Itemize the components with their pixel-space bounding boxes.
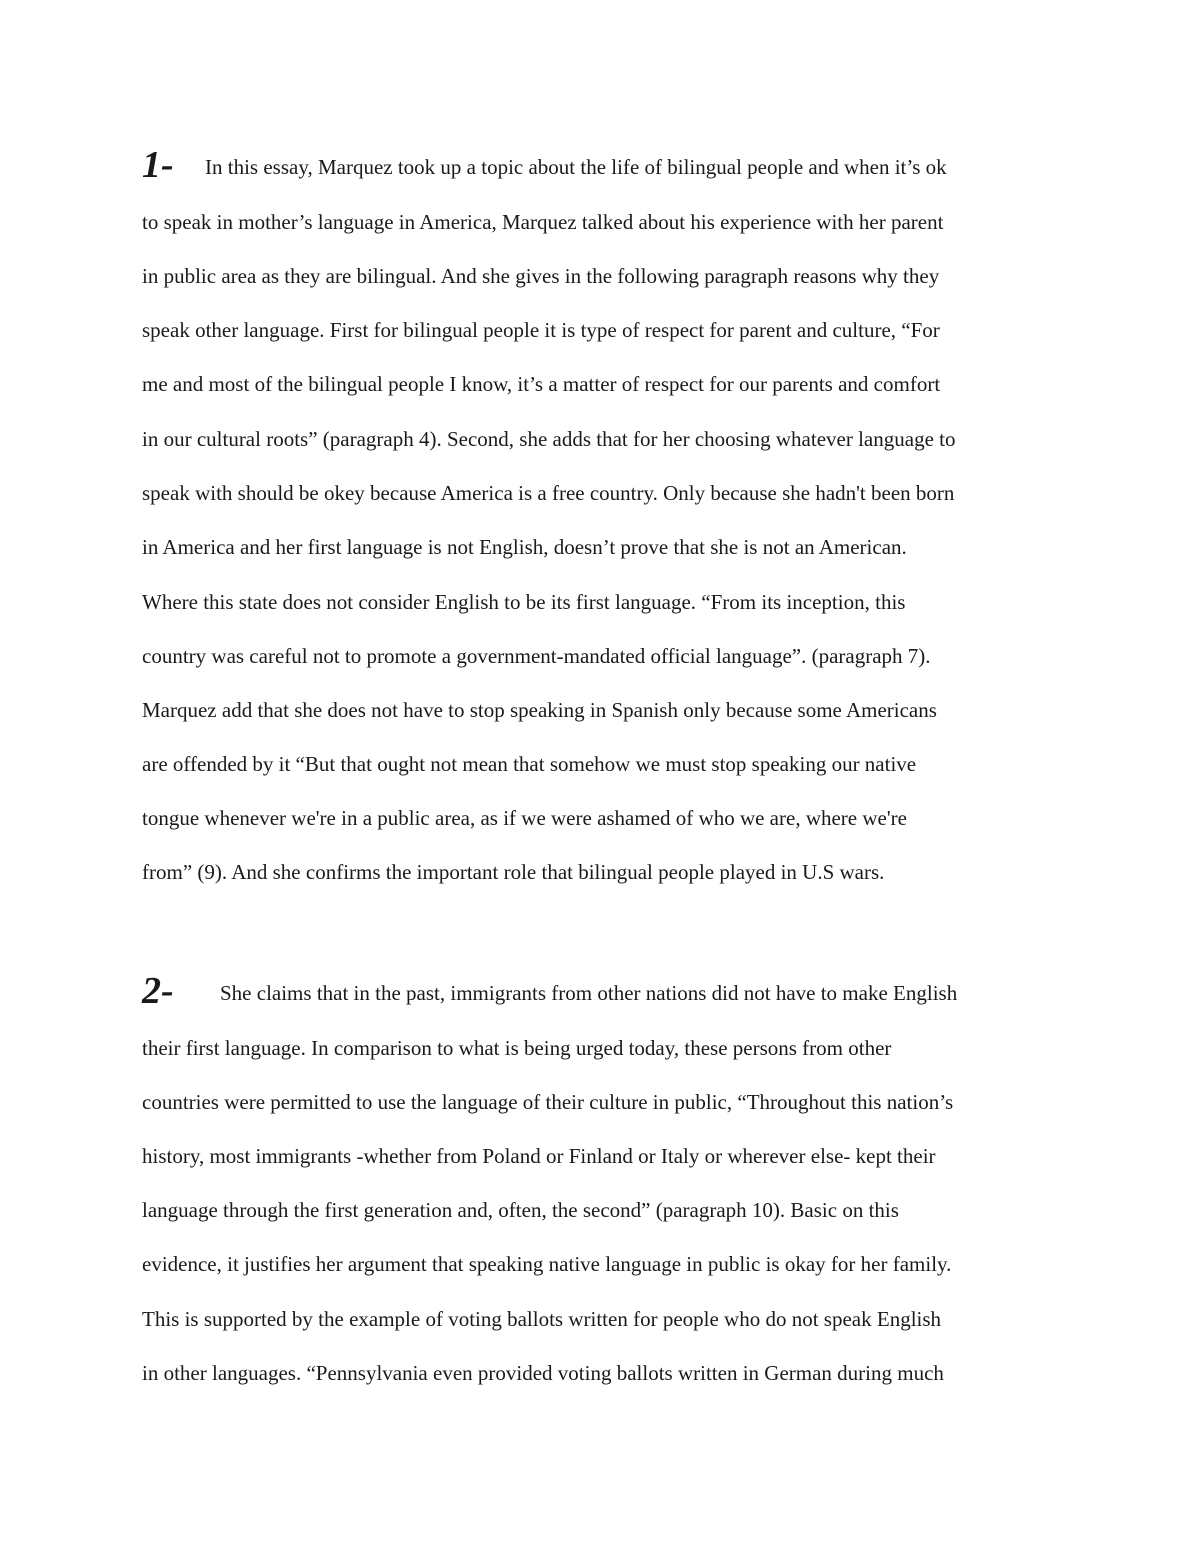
text-line: Marquez add that she does not have to stop speaking in Spanish only because some Americans — [142, 698, 937, 722]
text-line: countries were permitted to use the language of their culture in public, “Throughout this nation’s — [142, 1090, 954, 1114]
text-line: tongue whenever we're in a public area, as if we were ashamed of who we are, where we're — [142, 806, 907, 830]
text-line: from” (9). And she confirms the important role that bilingual people played in U.S wars. — [142, 860, 885, 884]
text-line: in other languages. “Pennsylvania even provided voting ballots written in German during much — [142, 1361, 944, 1385]
text-line: speak other language. First for bilingual people it is type of respect for parent and culture, “For — [142, 318, 940, 342]
text-line: in our cultural roots” (paragraph 4). Second, she adds that for her choosing whatever language to — [142, 427, 956, 451]
text-line: Where this state does not consider English to be its first language. “From its inception, this — [142, 590, 906, 614]
text-line: evidence, it justifies her argument that speaking native language in public is okay for her family. — [142, 1252, 952, 1276]
section-2-number: 2- — [142, 970, 174, 1012]
text-line: history, most immigrants -whether from Poland or Finland or Italy or wherever else- kept their — [142, 1144, 936, 1168]
text-line: their first language. In comparison to what is being urged today, these persons from other — [142, 1036, 892, 1060]
text-line: speak with should be okey because America is a free country. Only because she hadn't been born — [142, 481, 955, 505]
text-line: to speak in mother’s language in America, Marquez talked about his experience with her parent — [142, 210, 944, 234]
text-line: in America and her first language is not English, doesn’t prove that she is not an American. — [142, 535, 907, 559]
text-line: country was careful not to promote a government-mandated official language”. (paragraph 7). — [142, 644, 931, 668]
text-line: are offended by it “But that ought not mean that somehow we must stop speaking our native — [142, 752, 917, 776]
text-line: This is supported by the example of voting ballots written for people who do not speak English — [142, 1307, 942, 1331]
section-1-number: 1- — [142, 144, 174, 186]
text-line: She claims that in the past, immigrants from other nations did not have to make English — [220, 981, 958, 1005]
text-line: language through the first generation and, often, the second” (paragraph 10). Basic on this — [142, 1198, 899, 1222]
text-line: me and most of the bilingual people I know, it’s a matter of respect for our parents and comfort — [142, 372, 941, 396]
text-line: in public area as they are bilingual. And she gives in the following paragraph reasons why they — [142, 264, 940, 288]
text-line: In this essay, Marquez took up a topic about the life of bilingual people and when it’s ok — [205, 155, 947, 179]
